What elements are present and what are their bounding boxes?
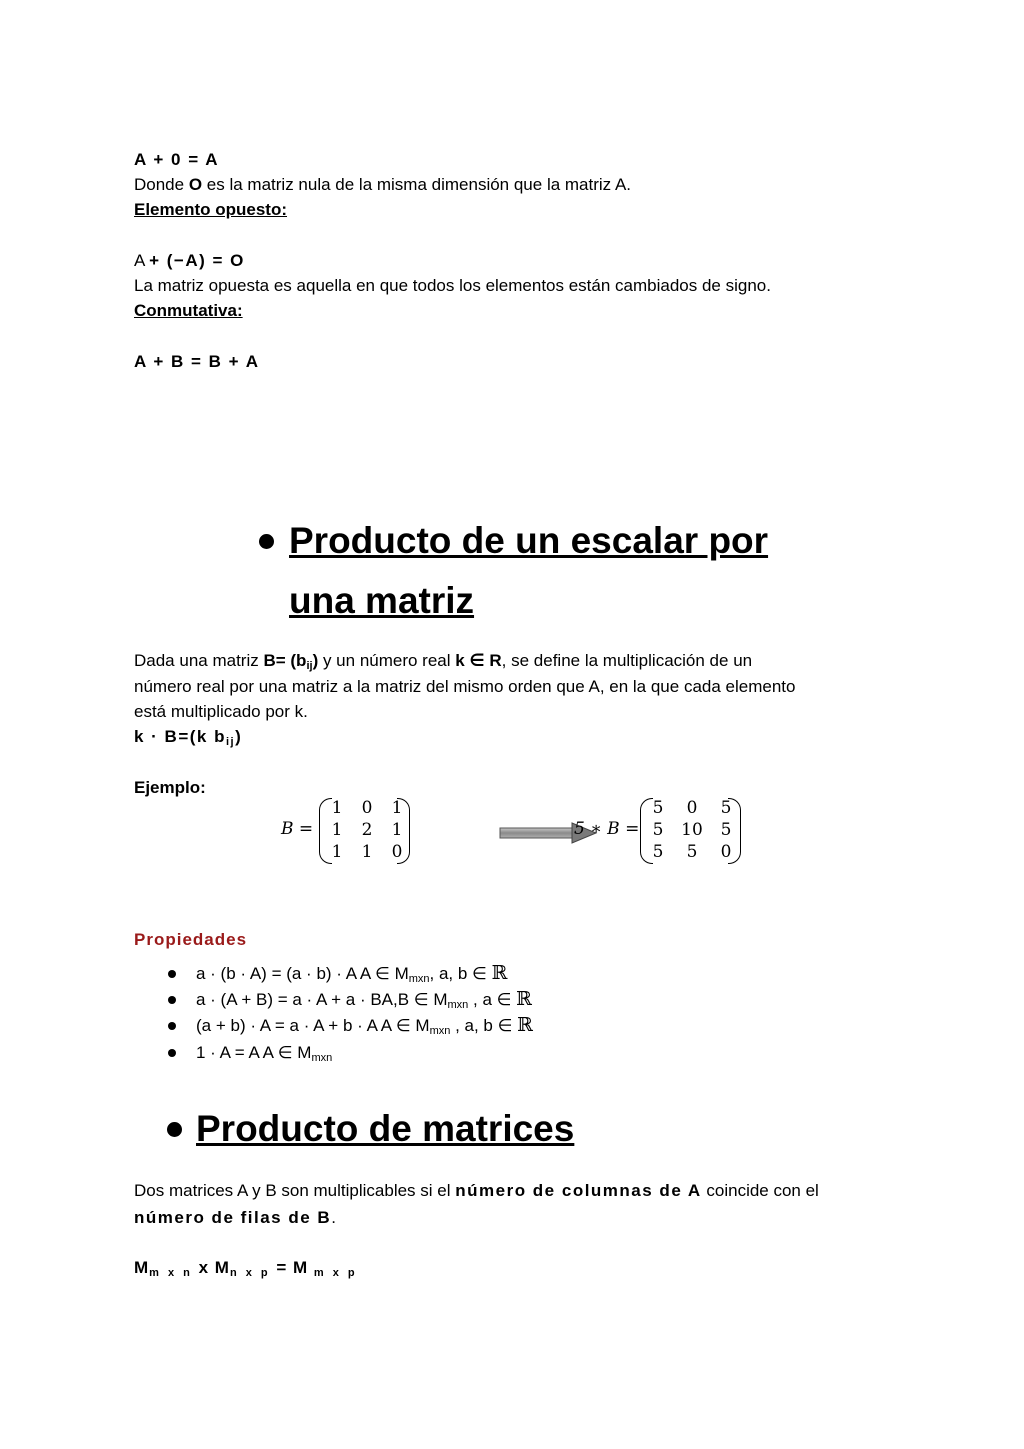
subscript: m x p — [313, 1267, 358, 1279]
text: a · (A + B) = a · A + a · BA,B ∈ M — [196, 990, 448, 1009]
subscript: ij — [226, 736, 236, 748]
text: (a + b) · A = a · A + b · A A ∈ M — [196, 1016, 430, 1035]
matrix-cell: 0 — [686, 798, 698, 818]
ejemplo-label: Ejemplo: — [134, 778, 206, 797]
list-bullet-icon — [168, 1049, 176, 1057]
text: , a ∈ — [468, 990, 517, 1009]
text: , a, b ∈ — [429, 964, 492, 983]
list-item — [196, 988, 532, 1016]
matrix-cell: 5 — [686, 842, 698, 862]
matrix-cell: 5 — [652, 798, 664, 818]
subscript: n x p — [229, 1267, 271, 1279]
section-title-scalar-line1: Producto de un escalar por — [289, 520, 769, 561]
matrix-cell: 1 — [331, 798, 343, 818]
text-bold: número de columnas de A — [455, 1181, 702, 1200]
heading-elemento-opuesto: Elemento opuesto: — [134, 200, 288, 219]
text: A — [134, 251, 150, 270]
opposite-formula — [134, 250, 245, 272]
matrix-cell: 5 — [720, 820, 732, 840]
subscript: mxn — [311, 1052, 333, 1064]
matrix-cell: 5 — [720, 798, 732, 818]
right-paren — [397, 798, 410, 864]
text-bold: + (−A) = O — [149, 251, 245, 270]
matrix-cell: 0 — [361, 798, 373, 818]
text: coincide con el — [701, 1181, 819, 1200]
matrix-b-label: B = — [281, 819, 314, 839]
subscript: mxn — [447, 999, 469, 1011]
commutative-formula: A + B = B + A — [134, 352, 260, 371]
matrix-5b-label: 5 ∗ B = — [574, 819, 640, 839]
text: Dada una matriz — [134, 651, 264, 670]
list-bullet-icon — [168, 1022, 176, 1030]
scalar-formula — [134, 726, 242, 753]
text-bold: B= (b — [263, 651, 307, 670]
text-bold: O — [188, 175, 203, 194]
scalar-paragraph-line2: número real por una matriz a la matriz del mismo orden que A, en la que cada elemento — [134, 677, 796, 696]
real-numbers-symbol: ℝ — [491, 962, 508, 984]
real-numbers-symbol: ℝ — [516, 988, 532, 1010]
text: Dos matrices A y B son multiplicables si el — [134, 1181, 456, 1200]
text: y un número real — [318, 651, 456, 670]
matrix-cell: 0 — [391, 842, 403, 862]
matrix-cell: 1 — [331, 820, 343, 840]
matrix-cell: 1 — [391, 798, 403, 818]
matrix-cell: 1 — [391, 820, 403, 840]
text-bold: número de filas de B — [134, 1208, 332, 1227]
heading-conmutativa: Conmutativa: — [134, 301, 243, 320]
subscript: mxn — [429, 1025, 451, 1037]
list-item — [196, 1014, 533, 1042]
matrix-cell: 5 — [652, 820, 664, 840]
right-paren — [728, 798, 741, 864]
scalar-paragraph-line3: está multiplicado por k. — [134, 702, 308, 721]
text: a · (b · A) = (a · b) · A A ∈ M — [196, 964, 409, 983]
matrix-5b — [648, 797, 736, 863]
opposite-text: La matriz opuesta es aquella en que todos los elementos están cambiados de signo. — [134, 276, 771, 295]
identity-text — [134, 174, 631, 196]
text-bold: = M — [270, 1258, 314, 1277]
text-bold: x M — [192, 1258, 230, 1277]
matrix-cell: 10 — [681, 820, 703, 840]
scalar-paragraph-line1 — [134, 650, 752, 677]
list-bullet-icon — [168, 996, 176, 1004]
propiedades-heading: Propiedades — [134, 930, 248, 949]
text-bold: k ∈ R — [455, 651, 502, 670]
text: es la matriz nula de la misma dimensión que la matriz A. — [202, 175, 632, 194]
bullet-icon — [259, 534, 274, 549]
matrix-cell: 0 — [720, 842, 732, 862]
real-numbers-symbol: ℝ — [517, 1014, 533, 1036]
identity-formula: A + 0 = A — [134, 150, 219, 169]
text-bold: ) — [235, 727, 243, 746]
section-title-scalar-line2: una matriz — [289, 580, 475, 621]
product-dimension-formula — [134, 1257, 358, 1284]
text: , a, b ∈ — [450, 1016, 518, 1035]
subscript: m x n — [149, 1267, 193, 1279]
product-paragraph-line1 — [134, 1180, 819, 1202]
matrix-cell: 1 — [331, 842, 343, 862]
list-item — [196, 1041, 332, 1069]
product-paragraph-line2 — [134, 1207, 336, 1229]
text-bold: k · B=(k b — [134, 727, 226, 746]
list-item — [196, 962, 507, 990]
bullet-icon — [167, 1122, 182, 1137]
matrix-cell: 2 — [361, 820, 373, 840]
text: Donde — [134, 175, 189, 194]
text: . — [331, 1208, 336, 1227]
text-bold: M — [134, 1258, 150, 1277]
text: , se define la multiplicación de un — [501, 651, 753, 670]
text: 1 · A = A A ∈ M — [196, 1043, 312, 1062]
section-title-producto-matrices: Producto de matrices — [196, 1108, 575, 1149]
matrix-cell: 1 — [361, 842, 373, 862]
matrix-b — [327, 797, 407, 863]
subscript: mxn — [408, 973, 430, 985]
list-bullet-icon — [168, 970, 176, 978]
matrix-cell: 5 — [652, 842, 664, 862]
subscript: ij — [306, 660, 313, 672]
text-bold: ) — [312, 651, 319, 670]
